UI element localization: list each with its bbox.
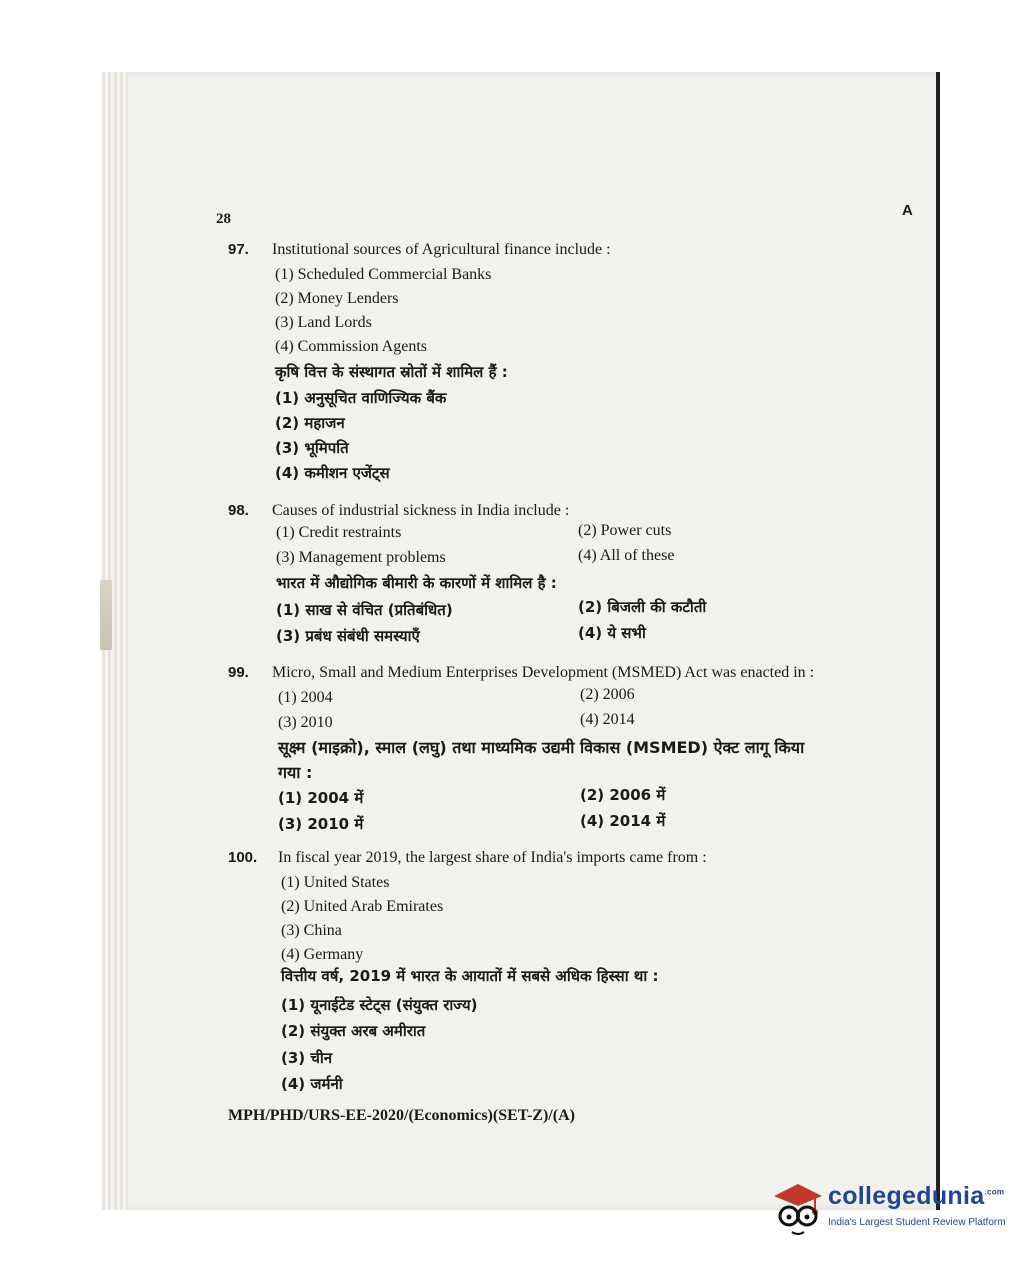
brand-tagline: India's Largest Student Review Platform: [828, 1217, 1006, 1228]
question-text-hindi: कृषि वित्त के संस्थागत स्रोतों में शामिल हैं :: [275, 363, 508, 381]
question-text-hindi: वित्तीय वर्ष, 2019 में भारत के आयातों में सबसे अधिक हिस्सा था :: [281, 967, 659, 985]
option: (1) 2004: [278, 689, 333, 706]
brand-name: collegedunia$^{.com}$: [828, 1182, 1005, 1210]
page-right-edge: [936, 72, 940, 1210]
option-hindi: (3) 2010 में: [278, 815, 364, 833]
option: (4) Commission Agents: [275, 338, 428, 355]
option: (2) 2006: [580, 686, 635, 703]
option-hindi: (4) जर्मनी: [281, 1075, 343, 1093]
question-100-stem: [228, 846, 707, 870]
question-number: 100.: [228, 849, 258, 866]
mascot-icon: [770, 1180, 826, 1238]
option: (2) Power cuts: [578, 522, 672, 539]
question-text: Micro, Small and Medium Enterprises Development (MSMED) Act was enacted in :: [272, 664, 815, 681]
page-number: 28: [216, 211, 231, 227]
question-text: Institutional sources of Agricultural finance include :: [272, 241, 611, 258]
option-hindi: (4) ये सभी: [578, 624, 646, 642]
option: (1) Scheduled Commercial Banks: [275, 266, 492, 283]
option: (2) United Arab Emirates: [281, 898, 444, 915]
option-hindi: (1) अनुसूचित वाणिज्यिक बैंक: [275, 389, 447, 407]
option: (3) Management problems: [276, 549, 446, 566]
option-hindi: (3) भूमिपति: [275, 439, 349, 457]
option: (4) 2014: [580, 711, 635, 728]
question-text-hindi: सूक्ष्म (माइक्रो), स्माल (लघु) तथा माध्यमिक उद्यमी विकास (MSMED) ऐक्ट लागू किया: [278, 738, 805, 757]
option-hindi: (2) महाजन: [275, 414, 345, 432]
question-97-stem: [228, 238, 611, 262]
question-text-hindi-cont: गया :: [278, 763, 313, 782]
option: (3) China: [281, 922, 342, 939]
question-number: 98.: [228, 502, 249, 519]
question-text: In fiscal year 2019, the largest share of India's imports came from :: [278, 849, 707, 866]
collegedunia-watermark: [770, 1180, 1006, 1240]
option: (4) All of these: [578, 547, 675, 564]
option: (1) United States: [281, 874, 390, 891]
set-letter: A: [902, 202, 913, 219]
option-hindi: (1) 2004 में: [278, 789, 364, 807]
option-hindi: (3) चीन: [281, 1049, 333, 1067]
option: (4) Germany: [281, 946, 364, 963]
page-footer: MPH/PHD/URS-EE-2020/(Economics)(SET-Z)/(A): [228, 1107, 575, 1124]
question-98-stem: [228, 499, 569, 523]
question-number: 99.: [228, 664, 249, 681]
option: (3) Land Lords: [275, 314, 372, 331]
option: (3) 2010: [278, 714, 333, 731]
question-text: Causes of industrial sickness in India include :: [272, 502, 570, 519]
binder-clip: [100, 580, 112, 650]
option-hindi: (4) कमीशन एजेंट्स: [275, 464, 390, 482]
option-hindi: (2) 2006 में: [580, 786, 666, 804]
option-hindi: (2) बिजली की कटौती: [578, 598, 707, 616]
question-number: 97.: [228, 241, 249, 258]
question-text-hindi: भारत में औद्योगिक बीमारी के कारणों में शामिल है :: [276, 574, 557, 592]
option: (1) Credit restraints: [276, 524, 402, 541]
option-hindi: (1) साख से वंचित (प्रतिबंधित): [276, 601, 453, 619]
option: (2) Money Lenders: [275, 290, 399, 307]
option-hindi: (3) प्रबंध संबंधी समस्याएँ: [276, 627, 420, 645]
option-hindi: (1) यूनाईटेड स्टेट्स (संयुक्त राज्य): [281, 996, 478, 1014]
option-hindi: (4) 2014 में: [580, 812, 666, 830]
option-hindi: (2) संयुक्त अरब अमीरात: [281, 1022, 426, 1040]
question-99-stem: [228, 661, 814, 685]
